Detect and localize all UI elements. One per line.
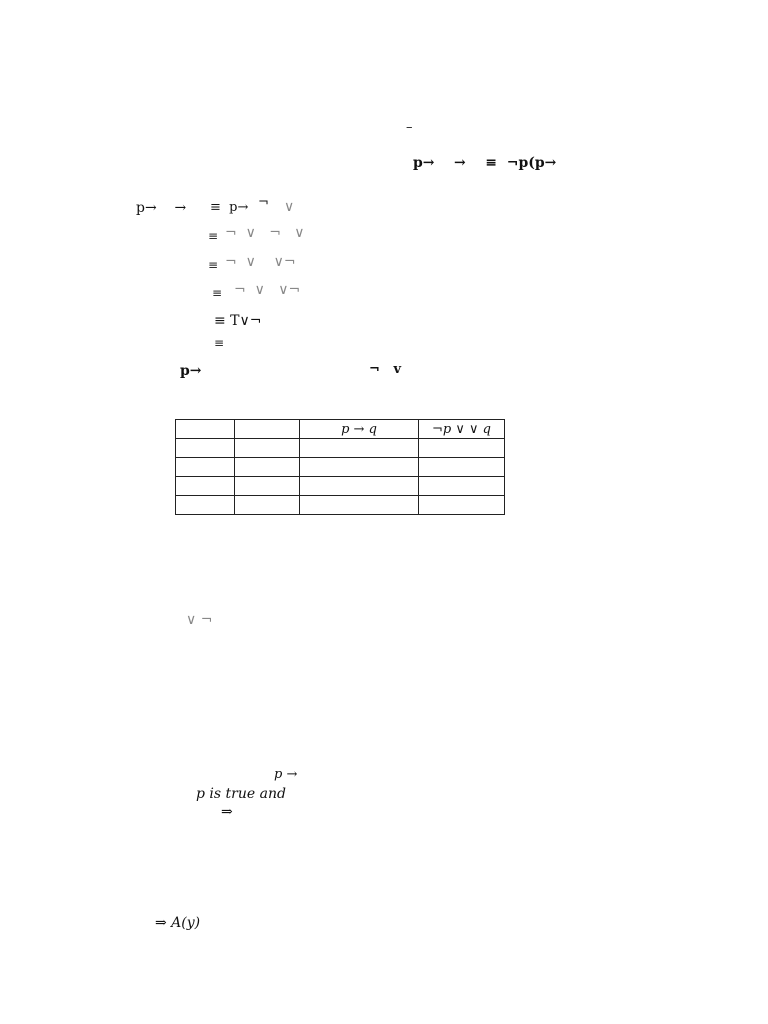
dash-mark: – [406, 120, 413, 135]
derivation-row2-eq: ≡ [208, 229, 219, 243]
derivation-row5: ≡ T∨¬ [214, 313, 262, 329]
header-equivalence: p→ → ≡ ¬p(p→ [413, 155, 557, 171]
truth-table-header-row [176, 420, 505, 439]
table-cell [419, 496, 505, 515]
table-cell [300, 458, 419, 477]
header-cell: p → q [300, 420, 419, 439]
derivation-row4-expr: ¬ ∨ ∨¬ [234, 282, 301, 298]
derivation-row1-lhs: p→ → [136, 200, 187, 216]
conclusion-lhs: p→ [180, 363, 202, 379]
table-cell [419, 439, 505, 458]
header-cell [235, 420, 300, 439]
table-cell [235, 477, 300, 496]
truth-table [175, 419, 505, 515]
table-cell [235, 458, 300, 477]
derivation-row3-eq: ≡ [208, 258, 219, 272]
derivation-row1-neg: ¬ [258, 195, 269, 210]
implies-fragment: ⇒ [221, 804, 233, 820]
header-cell [176, 420, 235, 439]
table-row [176, 439, 505, 458]
derivation-row6: ≡ [214, 336, 225, 350]
table-cell [419, 458, 505, 477]
p-implies-fragment: p → [274, 767, 298, 782]
table-cell [300, 477, 419, 496]
table-cell [176, 477, 235, 496]
derivation-row3-expr: ¬ ∨ ∨¬ [225, 254, 296, 270]
derivation-row1-or: ∨ [284, 199, 295, 215]
header-cell: ¬p ∨ ∨ q [419, 420, 505, 439]
table-cell [419, 477, 505, 496]
table-cell [300, 439, 419, 458]
derivation-row4-eq: ≡ [212, 286, 223, 300]
conclusion-rhs: ¬ v [369, 362, 402, 377]
p-is-true-fragment: p is true and [196, 786, 286, 802]
table-row [176, 496, 505, 515]
derivation-row1-rhs: ≡ p→ [210, 200, 249, 215]
table-cell [176, 458, 235, 477]
table-cell [176, 496, 235, 515]
table-cell [235, 439, 300, 458]
derivation-row2-expr: ¬ ∨ ¬ ∨ [225, 225, 305, 241]
table-cell [235, 496, 300, 515]
table-row [176, 477, 505, 496]
or-not-fragment: ∨ ¬ [186, 612, 213, 628]
table-cell [300, 496, 419, 515]
implies-a-of-y: ⇒ A(y) [155, 915, 201, 931]
table-row [176, 458, 505, 477]
table-cell [176, 439, 235, 458]
